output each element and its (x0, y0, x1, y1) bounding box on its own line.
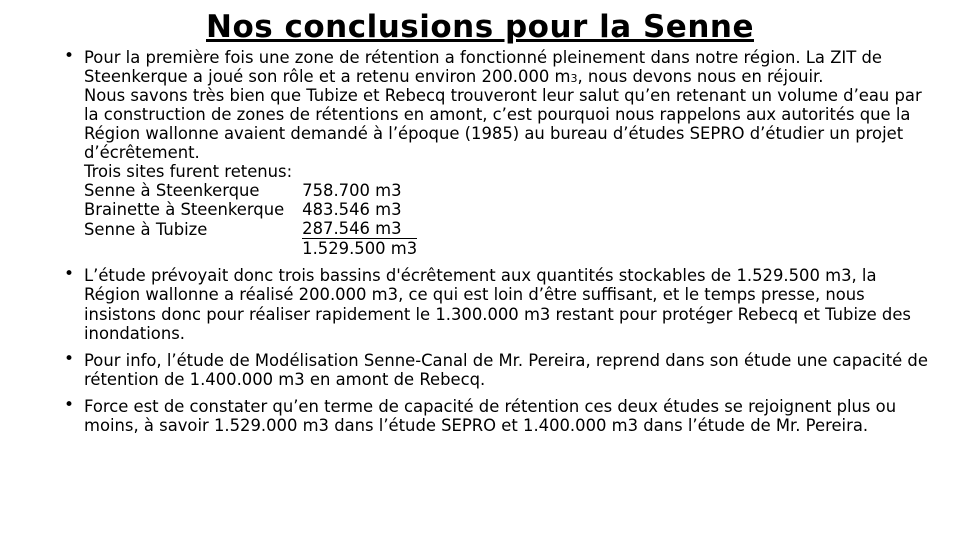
bullet-1-text-1: Pour la première fois une zone de rétention a fonctionné pleinement dans notre région. La ZIT de Steenkerque a joué son rôle et a retenu environ 200.000 m (84, 48, 882, 87)
bullet-2-paragraph-1: • L’étude prévoyait donc trois bassins d'écrêtement aux quantités stockables de 1.529.500 m3, la Région wallonne a réalisé 200.000 m3, ce qui est loin d’être suffisant, et le temps presse, nous insistons donc pour réaliser rapidement le 1.300.000 m3 restant pour protéger Rebecq et Tubize des inondations. (84, 266, 911, 343)
list-item (62, 397, 932, 435)
site-value: 758.700 m3 (302, 181, 402, 201)
bullet-1-paragraph-1 (84, 48, 932, 86)
list-item (62, 351, 932, 389)
bullet-1-paragraph-3: Trois sites furent retenus: (84, 162, 293, 182)
bullet-list (62, 48, 932, 435)
bullet-3-paragraph-1: • Pour info, l’étude de Modélisation Senne-Canal de Mr. Pereira, reprend dans son étude une capacité de rétention de 1.400.000 m3 en amont de Rebecq. (84, 350, 928, 389)
total-spacer (84, 239, 302, 259)
page-title: Nos conclusions pour la Senne (206, 9, 754, 45)
total-value: 1.529.500 m3 (302, 239, 418, 259)
site-value: 287.546 m3 (302, 219, 417, 239)
site-label: Brainette à Steenkerque (84, 200, 285, 220)
list-item (62, 48, 932, 258)
site-label: Senne à Tubize (84, 219, 208, 239)
slide (0, 10, 960, 550)
site-value: 483.546 m3 (302, 200, 402, 220)
sites-table (84, 181, 417, 258)
site-label: Senne à Steenkerque (84, 181, 260, 201)
list-item (62, 266, 932, 342)
bullet-4-paragraph-1: • Force est de constater qu’en terme de capacité de rétention ces deux études se rejoignent plus ou moins, à savoir 1.529.000 m3 dans l’étude SEPRO et 1.400.000 m3 dans l’étude de Mr. Pereira. (84, 396, 897, 435)
bullet-1-subscript: 3 (570, 72, 578, 86)
table-total-row (84, 239, 417, 259)
slide-body (0, 48, 960, 435)
table-row (84, 219, 417, 239)
table-row (84, 200, 417, 219)
table-row (84, 181, 417, 200)
bullet-1-paragraph-2: Nous savons très bien que Tubize et Rebecq trouveront leur salut qu’en retenant un volume d’eau par la construction de zones de rétentions en amont, c’est pourquoi nous rappelons aux autorités que la Région wallonne avaient demandé à l’époque (1985) au bureau d’études SEPRO d’étudier un projet d’écrêtement. (84, 86, 922, 163)
bullet-1-text-1-tail: , nous devons nous en réjouir. (577, 67, 824, 87)
